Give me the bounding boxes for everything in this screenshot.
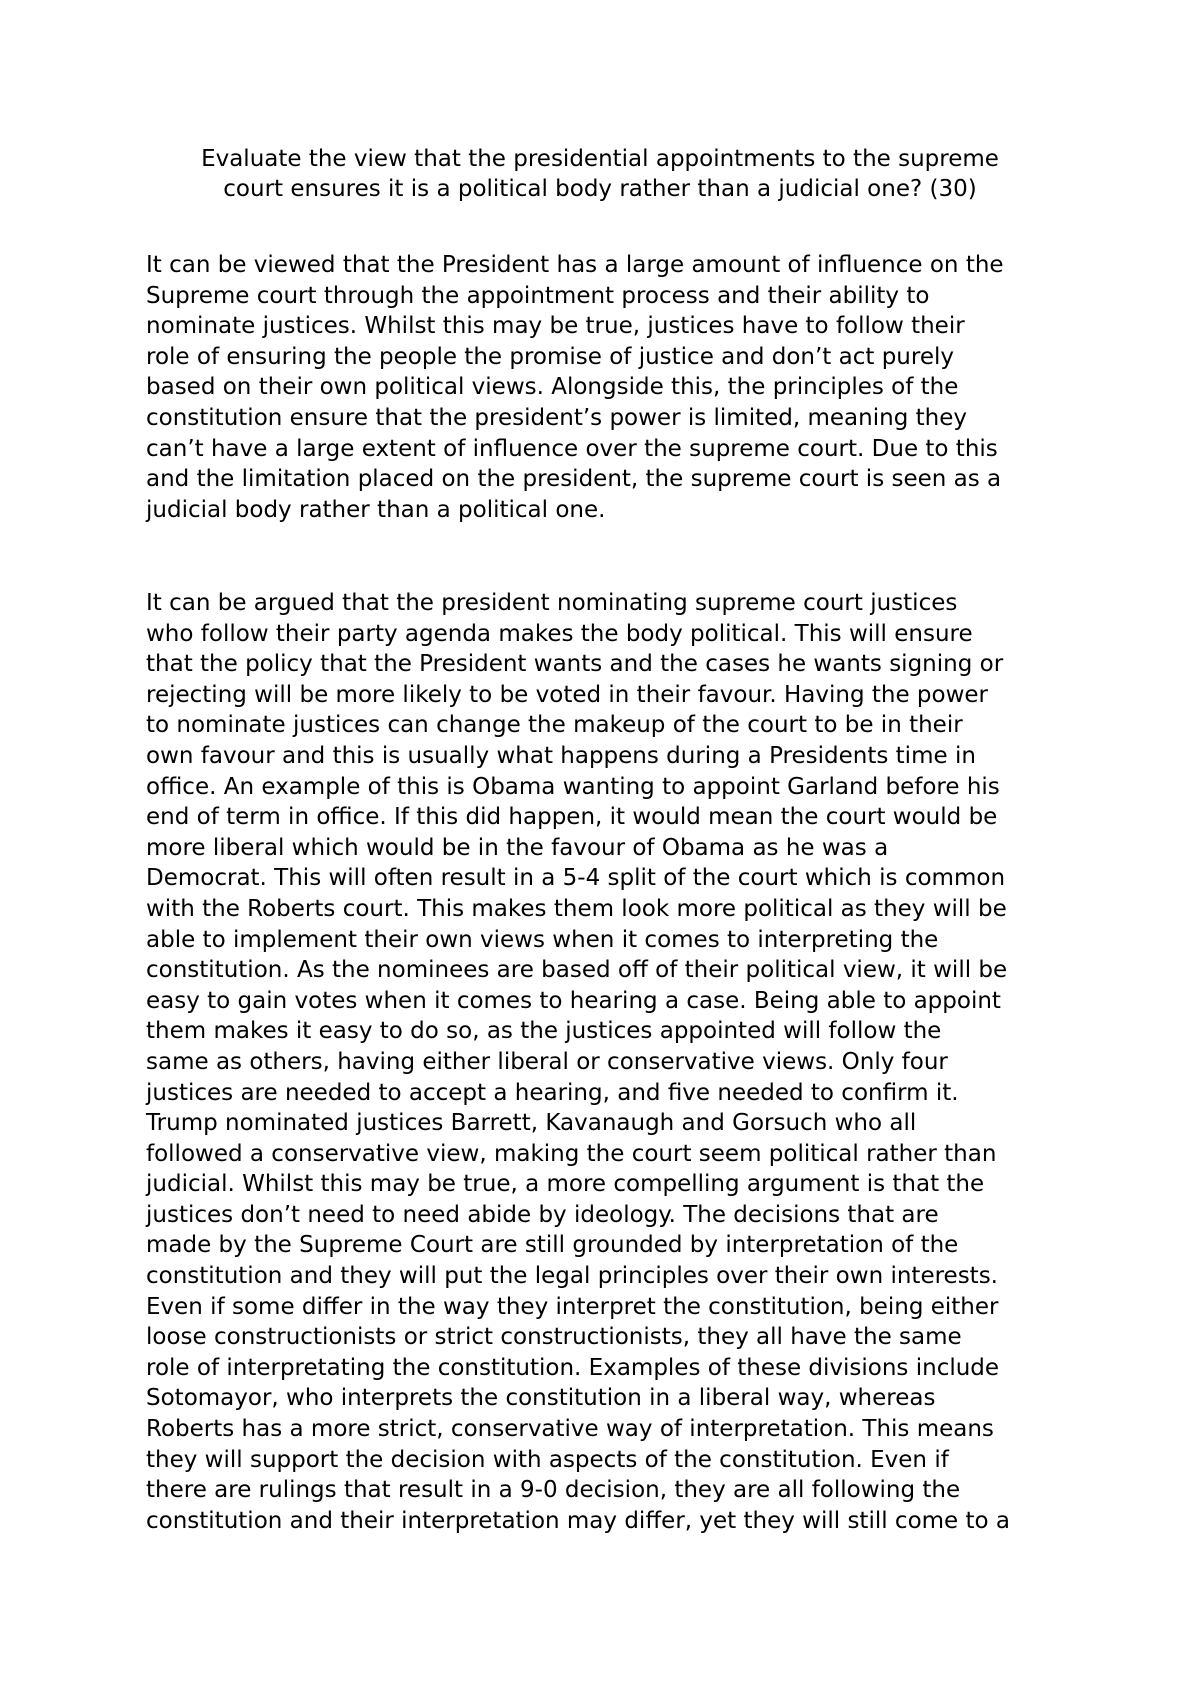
text-line: them makes it easy to do so, as the justices appointed will follow the	[146, 1018, 942, 1045]
text-line: followed a conservative view, making the court seem political rather than	[146, 1140, 997, 1167]
text-line: constitution. As the nominees are based off of their political view, it will be	[146, 957, 1008, 984]
text-line: and the limitation placed on the president, the supreme court is seen as a	[146, 466, 1002, 493]
text-line: constitution ensure that the president’s power is limited, meaning they	[146, 404, 967, 431]
text-line: role of interpretating the constitution. Examples of these divisions include	[146, 1354, 1000, 1381]
text-line: can’t have a large extent of influence over the supreme court. Due to this	[146, 435, 998, 462]
text-line: judicial body rather than a political one.	[146, 496, 606, 523]
text-line: It can be viewed that the President has a large amount of influence on the	[146, 252, 1004, 278]
text-line: that the policy that the President wants and the cases he wants signing or	[146, 651, 1004, 678]
text-line: Supreme court through the appointment process and their ability to	[146, 282, 930, 309]
text-line: constitution and they will put the legal principles over their own interests.	[146, 1263, 998, 1290]
text-line: Even if some differ in the way they interpret the constitution, being either	[146, 1293, 999, 1320]
essay-title	[160, 144, 1040, 204]
title-line: court ensures it is a political body rather than a judicial one? (30)	[223, 176, 977, 202]
title-line: Evaluate the view that the presidential appointments to the supreme	[201, 146, 999, 172]
text-line: nominate justices. Whilst this may be true, justices have to follow their	[146, 313, 965, 340]
text-line: Roberts has a more strict, conservative way of interpretation. This means	[146, 1416, 994, 1443]
text-line: justices are needed to accept a hearing, and five needed to confirm it.	[146, 1079, 959, 1106]
text-line: Democrat. This will often result in a 5-4 split of the court which is common	[146, 865, 1006, 892]
text-line: who follow their party agenda makes the body political. This will ensure	[146, 620, 973, 647]
text-line: there are rulings that result in a 9-0 decision, they are all following the	[146, 1477, 961, 1504]
text-line: constitution and their interpretation may differ, yet they will still come to a	[146, 1507, 1011, 1534]
text-line: justices don’t need to need abide by ideology. The decisions that are	[146, 1201, 939, 1228]
text-line: made by the Supreme Court are still grounded by interpretation of the	[146, 1232, 959, 1259]
text-line: It can be argued that the president nominating supreme court justices	[146, 590, 958, 616]
text-line: Trump nominated justices Barrett, Kavanaugh and Gorsuch who all	[146, 1110, 917, 1137]
text-line: rejecting will be more likely to be voted in their favour. Having the power	[146, 681, 989, 708]
text-line: loose constructionists or strict constructionists, they all have the same	[146, 1324, 962, 1351]
text-line: Sotomayor, who interprets the constitution in a liberal way, whereas	[146, 1385, 936, 1412]
text-line: they will support the decision with aspects of the constitution. Even if	[146, 1446, 949, 1473]
text-line: own favour and this is usually what happens during a Presidents time in	[146, 742, 976, 769]
text-line: based on their own political views. Alongside this, the principles of the	[146, 374, 959, 401]
text-line: easy to gain votes when it comes to hearing a case. Being able to appoint	[146, 987, 1001, 1014]
text-line: more liberal which would be in the favour of Obama as he was a	[146, 834, 889, 861]
text-line: role of ensuring the people the promise of justice and don’t act purely	[146, 343, 954, 370]
text-line: end of term in office. If this did happen, it would mean the court would be	[146, 804, 998, 831]
text-line: with the Roberts court. This makes them look more political as they will be	[146, 895, 1007, 922]
paragraph-intro	[146, 250, 1076, 525]
text-line: judicial. Whilst this may be true, a more compelling argument is that the	[146, 1171, 985, 1198]
text-line: able to implement their own views when it comes to interpreting the	[146, 926, 939, 953]
text-line: to nominate justices can change the makeup of the court to be in their	[146, 712, 963, 739]
text-line: office. An example of this is Obama wanting to appoint Garland before his	[146, 773, 1000, 800]
text-line: same as others, having either liberal or conservative views. Only four	[146, 1048, 948, 1075]
paragraph-argument	[146, 588, 1076, 1536]
